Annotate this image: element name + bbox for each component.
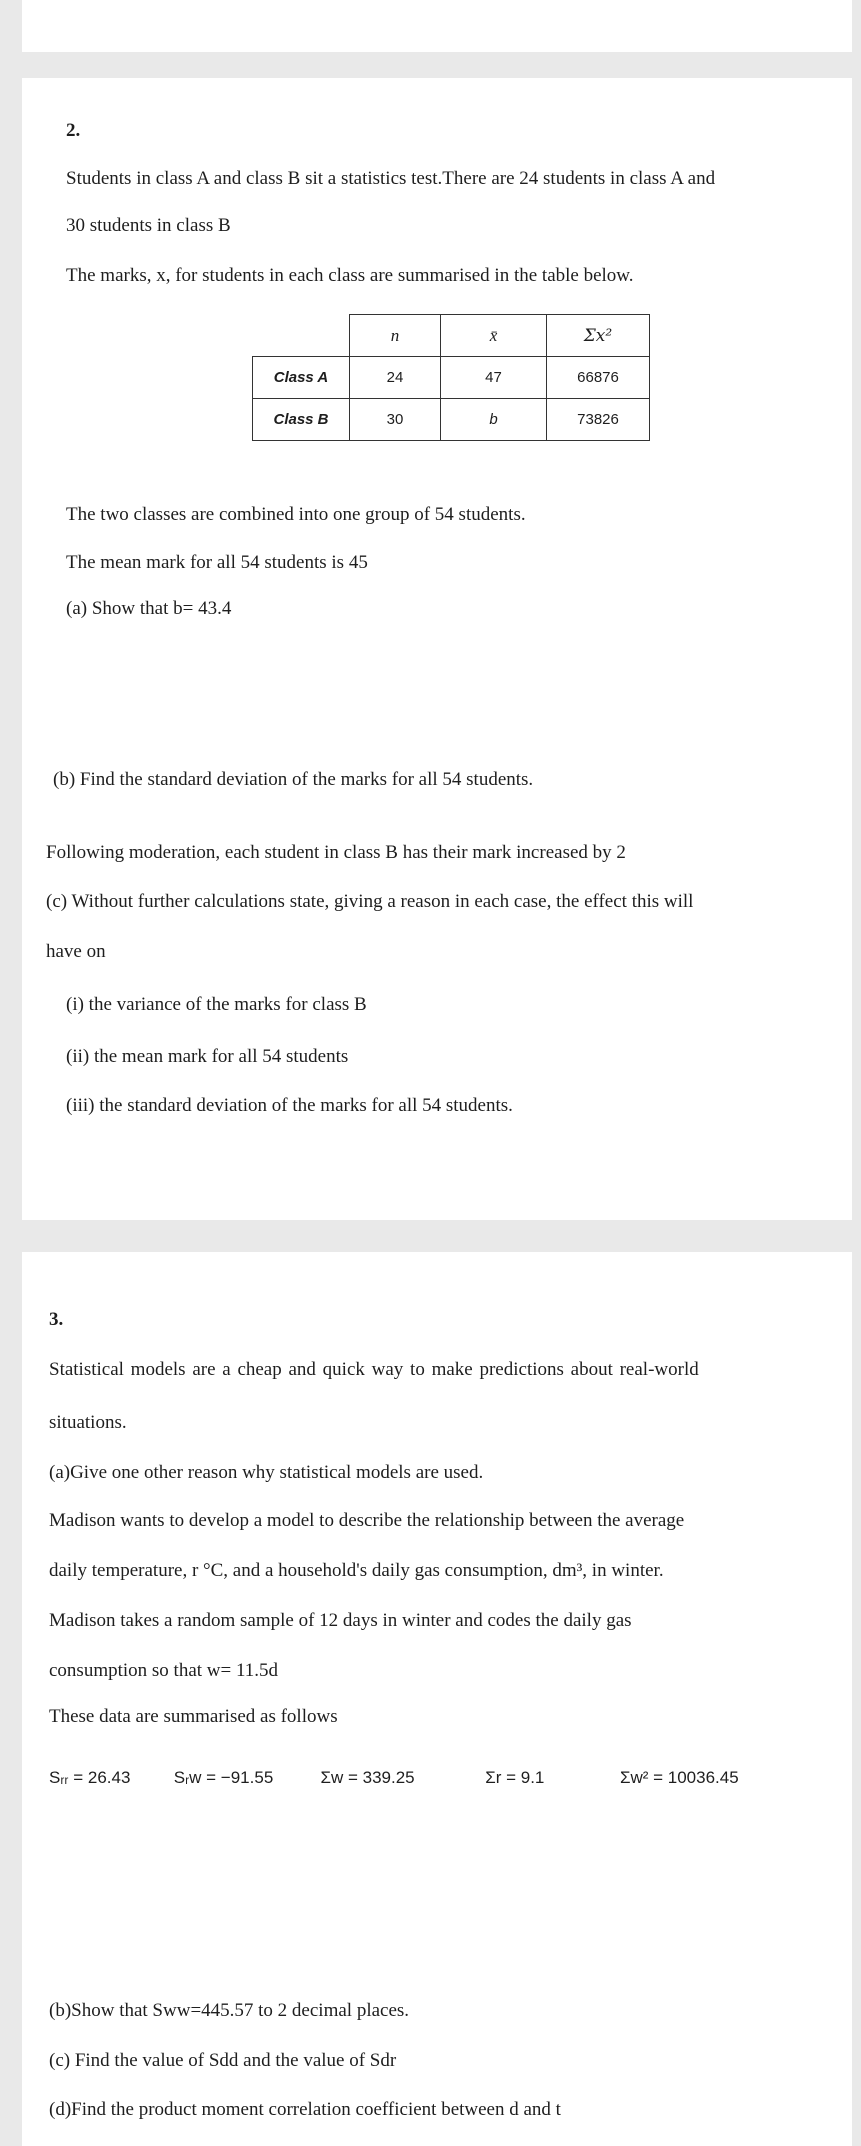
summary-srw: Sᵣw = −91.55 [173, 1768, 274, 1787]
q3-line-6: consumption so that w= 11.5d [49, 1660, 279, 1681]
q2-intro-line-3: The marks, x, for students in each class are summarised in the table below. [66, 265, 634, 286]
row-label: Class B [253, 399, 350, 441]
summary-sum-w: Σw = 339.25 [320, 1768, 415, 1787]
q2-part-c-i: (i) the variance of the marks for class B [66, 994, 367, 1015]
q3-part-d: (d)Find the product moment correlation coefficient between d and t [49, 2099, 561, 2120]
q2-part-c-line-1: (c) Without further calculations state, giving a reason in each case, the effect this will [46, 891, 694, 912]
row-label: Class A [253, 357, 350, 399]
q2-part-a: (a) Show that b= 43.4 [66, 598, 232, 619]
summary-srr: Sᵣᵣ = 26.43 [49, 1768, 131, 1787]
cell-n: 24 [350, 357, 441, 399]
q2-part-b: (b) Find the standard deviation of the marks for all 54 students. [53, 769, 534, 790]
previous-card [22, 0, 852, 52]
q2-intro-line-1: Students in class A and class B sit a statistics test.There are 24 students in class A and [66, 168, 716, 189]
q3-part-c: (c) Find the value of Sdd and the value of Sdr [49, 2050, 397, 2071]
q2-mean-all: The mean mark for all 54 students is 45 [66, 552, 368, 573]
question-2-number: 2. [66, 120, 81, 141]
q2-combined: The two classes are combined into one group of 54 students. [66, 504, 526, 525]
summary-sum-r: Σr = 9.1 [485, 1768, 545, 1787]
summary-sum-w-sq: Σw² = 10036.45 [619, 1768, 739, 1787]
q3-summary-values [49, 1768, 800, 1788]
q2-part-c-ii: (ii) the mean mark for all 54 students [66, 1046, 349, 1067]
q2-part-c-line-2: have on [46, 941, 106, 962]
header-sum-sq: Σx² [547, 315, 650, 357]
table-row [253, 399, 650, 441]
q3-line-4: daily temperature, r °C, and a household's daily gas consumption, dm³, in winter. [49, 1560, 664, 1581]
q3-line-7: These data are summarised as follows [49, 1706, 338, 1727]
header-n: n [350, 315, 441, 357]
header-mean: x̄ [441, 315, 547, 357]
cell-sum-sq: 66876 [547, 357, 650, 399]
cell-mean: b [441, 399, 547, 441]
q3-line-3: Madison wants to develop a model to describe the relationship between the average [49, 1510, 685, 1531]
cell-sum-sq: 73826 [547, 399, 650, 441]
q3-line-1: Statistical models are a cheap and quick way to make predictions about real-world [49, 1359, 699, 1380]
q3-line-5: Madison takes a random sample of 12 days in winter and codes the daily gas [49, 1610, 632, 1631]
q2-intro-line-2: 30 students in class B [66, 215, 231, 236]
q3-part-b: (b)Show that Sww=445.57 to 2 decimal places. [49, 2000, 410, 2021]
table-corner [253, 315, 350, 357]
q2-moderation: Following moderation, each student in class B has their mark increased by 2 [46, 842, 626, 863]
q3-part-a: (a)Give one other reason why statistical models are used. [49, 1462, 484, 1483]
question-3-number: 3. [49, 1309, 64, 1330]
table-header-row [253, 315, 650, 357]
table-row [253, 357, 650, 399]
marks-summary-table [252, 314, 650, 441]
q3-line-2: situations. [49, 1412, 127, 1433]
q2-part-c-iii: (iii) the standard deviation of the marks for all 54 students. [66, 1095, 513, 1116]
cell-mean: 47 [441, 357, 547, 399]
cell-n: 30 [350, 399, 441, 441]
